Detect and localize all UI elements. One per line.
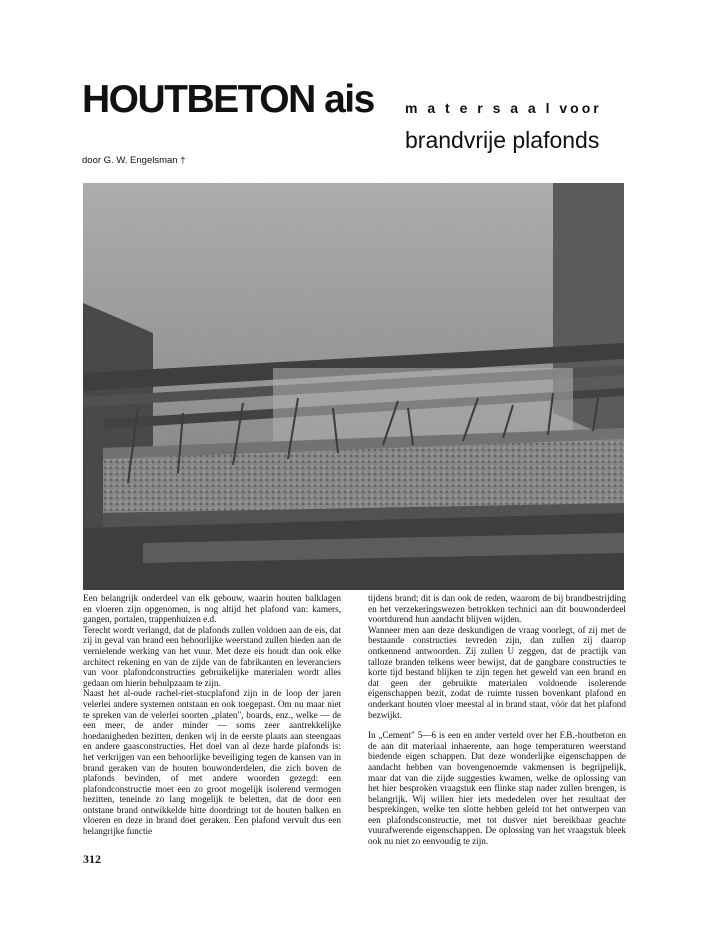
paragraph: Een belangrijk onderdeel van elk gebouw, waarin houten balklagen en vloeren zijn opgenomen, is nog altijd het plafond van: kamers, gangen, portalen, trappenhuizen e.d. — [83, 593, 341, 625]
paragraph: tijdens brand; dit is dan ook de reden, waarom de bij brandbestrijding en het verzekeringswezen betrokken technici aan dit bouwonderdeel voortdurend hun aandacht blijven wijden. — [368, 593, 626, 625]
article-photo — [83, 183, 624, 590]
page-number: 312 — [83, 852, 101, 866]
author-byline: door G. W. Engelsman † — [82, 155, 186, 166]
paragraph: In „Cement" 5—6 is een en ander verteld over het F.B.-houtbeton en de aan dit materiaal inhaerente, aan hoge temperaturen weerstand biedende eigen schappen. Dat deze wonderlijke eigenschappen de aandacht hebben van bovengenoemde vakmensen is begrijpelijk, maar dat van die zijde suggesties kwamen, welke de oplossing van het hier besproken vraagstuk een flinke stap nader zullen brengen, is belangrijk. Wij willen hier iets mededelen over het resultaat der besprekingen, welke ten slotte hebben geleid tot het ontwerpen van een plafondsconstructie, met tot dusver niet bereikbaar geachte vuurafwerende eigenschappen. De oplossing van het vraagstuk bleek ook nu niet zo eenvoudig te zijn. — [368, 730, 626, 847]
title-subtitle: brandvrije plafonds — [405, 127, 600, 153]
text-column-left — [83, 593, 341, 837]
paragraph: Terecht wordt verlangd, dat de plafonds zullen voldoen aan de eis, dat zij in geval van brand een behoorlijke weerstand zullen bieden aan de vernielende werking van het vuur. Met deze eis houdt dan ook elke architect rekening en van de zijde van de fabrikanten en leveranciers van voor plafondconstructies gebruikelijke materialen wordt alles gedaan om hierin behulpzaam te zijn. — [83, 624, 341, 688]
title-small: m a t e r s a a l voor — [405, 100, 602, 116]
title-main: HOUTBETON ais — [82, 78, 374, 121]
paragraph: Wanneer men aan deze deskundigen de vraag voorlegt, of zij met de bestaande constructies tevreden zijn, dan zullen zij daarop ontkennend antwoorden. Zij zullen U zeggen, dat de practijk van talloze branden telkens weer bewijst, dat de gangbare constructies te korte tijd bestand blijken te zijn tegen het geweld van een brand en dat geen der gebruikte materialen voldoende isolerende eigenschappen bezit, zodat de ruimte tussen bovenkant plafond en onderkant houten vloer meestal al in brand staat, vóór dat het plafond bezwijkt. — [368, 624, 626, 720]
text-column-right — [368, 593, 626, 847]
paragraph: Naast het al-oude rachel-riet-stucplafond zijn in de loop der jaren velerlei andere systemen ontstaan en ook toegepast. Om nu maar niet te spreken van de velerlei soorten „platen", boards, enz., welke — de een meer, de ander minder — soms zeer aantrekkelijke hoedanigheden bezitten, denken wij in de eerste plaats aan steengaas en andere gaasconstructies. Het doel van al deze harde plafonds is: het verkrijgen van een behoorlijke beveiliging tegen de kansen van in brand geraken van de houten bouwonderdelen, die zich boven de plafonds bevinden, of met andere woorden gezegd: een plafondconstructie moet een zo groot mogelijk isolerend vermogen bezitten, teneinde zo lang mogelijk te beletten, dat de door een ontstane brand ontwikkelde hitte doordringt tot de houten balken en vloeren en deze in brand doet geraken. Een plafond vervult dus een belangrijke functie — [83, 688, 341, 837]
